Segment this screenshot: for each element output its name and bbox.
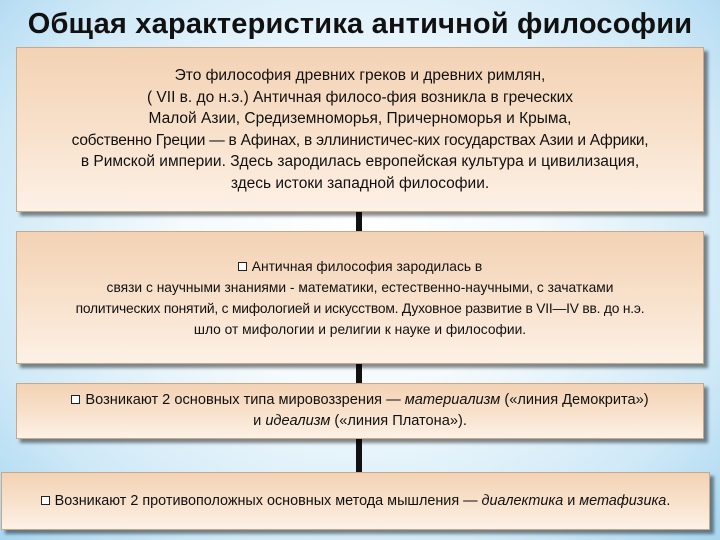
text-fragment: . <box>666 492 671 509</box>
definition-box <box>16 47 704 212</box>
checkbox-bullet-icon <box>41 496 50 505</box>
text-fragment: Возникают 2 основных типа мировоззрения — <box>85 392 405 408</box>
text-fragment: («линия Демокрита») <box>500 392 649 408</box>
connector-line <box>356 212 362 231</box>
term-materialism: материализм <box>404 392 501 408</box>
term-idealism: идеализм <box>265 413 331 429</box>
checkbox-bullet-icon <box>71 395 80 404</box>
text-line: шло от мифологии и религии к науке и философии. <box>193 321 527 337</box>
text-fragment: и <box>563 492 580 509</box>
term-metaphysics: метафизика <box>579 492 667 509</box>
text-line: собственно Греции — в Афинах, в эллинистичес-ких государствах Азии и Африки, <box>71 131 649 149</box>
text-line: Это философия древних греков и древних римлян, <box>174 67 546 84</box>
methods-box <box>1 472 710 530</box>
text-line <box>19 256 701 277</box>
text-fragment: и <box>253 413 266 429</box>
text-line: политических понятий, с мифологией и искусством. Духовное развитие в VII—IV вв. до н.э. <box>75 300 645 316</box>
connector-line <box>356 364 362 383</box>
text-line: связи с научными знаниями - математики, естественно-научными, с зачатками <box>106 279 614 295</box>
origin-box <box>16 231 704 364</box>
bullet-text: Античная философия зародилась в <box>251 258 483 274</box>
page-title: Общая характеристика античной философии <box>27 8 693 40</box>
text-fragment: Возникают 2 противоположных основных метода мышления — <box>54 492 482 509</box>
text-line: в Римской империи. Здесь зародилась европейская культура и цивилизация, <box>80 153 640 170</box>
text-line: ( VII в. до н.э.) Античная филосо-фия возникла в греческих <box>146 88 574 106</box>
term-dialectics: диалектика <box>481 492 564 509</box>
worldview-box <box>16 383 704 439</box>
connector-line <box>356 439 362 472</box>
text-line <box>2 491 709 512</box>
text-line <box>17 411 703 432</box>
checkbox-bullet-icon <box>238 262 247 271</box>
text-line: Малой Азии, Средиземноморья, Причерноморья и Крыма, <box>148 110 572 127</box>
text-line: здесь истоки западной философии. <box>230 174 490 192</box>
text-line <box>17 390 703 411</box>
text-fragment: («линия Платона»). <box>330 413 467 429</box>
